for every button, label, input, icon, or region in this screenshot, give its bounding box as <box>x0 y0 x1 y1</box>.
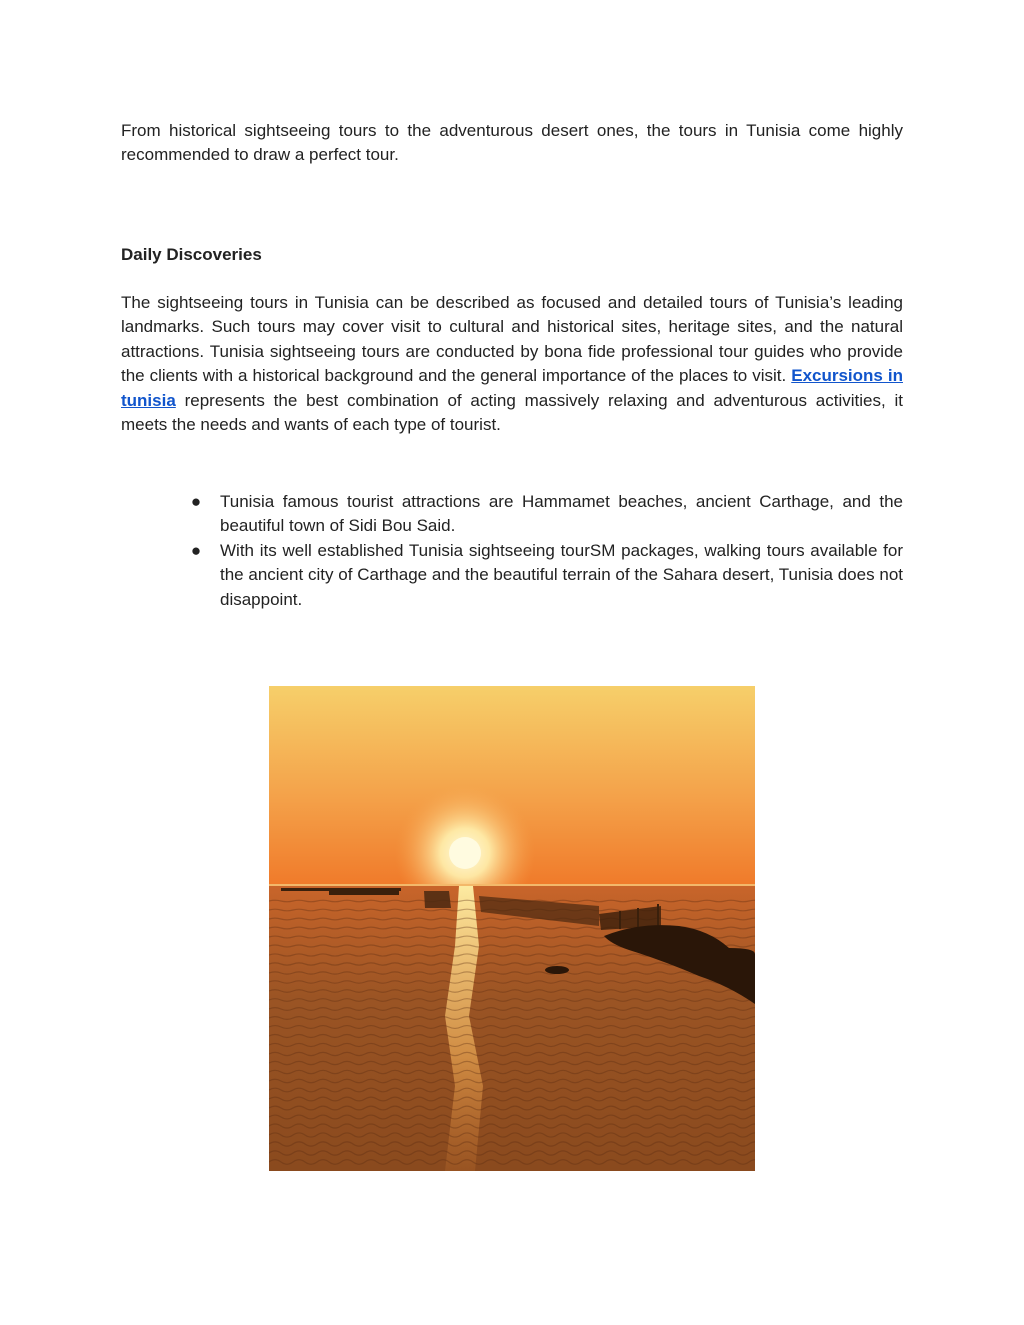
excursions-link[interactable]: Excursions in tunisia <box>121 366 903 410</box>
sunset-photo <box>269 686 755 1171</box>
intro-paragraph: From historical sightseeing tours to the adventurous desert ones, the tours in Tunisia come highly recommended to draw a perfect tour. <box>121 121 903 165</box>
bullet-icon: ● <box>190 492 202 511</box>
daily-discoveries-paragraph <box>121 291 903 437</box>
paragraph-text-before-link: The sightseeing tours in Tunisia can be described as focused and detailed tours of Tunisia’s leading landmarks. Such tours may cover visit to cultural and historical sites, heritage sites, and the natural attractions. Tunisia sightseeing tours are conducted by bona fide professional tour guides who provide the clients with a historical background and the general importance of the places to visit. <box>121 293 903 386</box>
section-heading: Daily Discoveries <box>121 245 262 264</box>
paragraph-text-after-link: represents the best combination of acting massively relaxing and adventurous activities, it meets the needs and wants of each type of tourist. <box>121 390 903 435</box>
sunset-photo-drawing <box>269 686 755 1171</box>
sun <box>449 837 481 869</box>
list-item <box>190 539 903 612</box>
bullet-icon: ● <box>190 540 202 560</box>
bullet-list <box>0 490 1024 612</box>
list-item-text: Tunisia famous tourist attractions are Hammamet beaches, ancient Carthage, and the beautiful town of Sidi Bou Said. <box>220 492 903 536</box>
list-item <box>190 490 903 539</box>
list-item-text: With its well established Tunisia sightseeing tourSM packages, walking tours available for the ancient city of Carthage and the beautiful terrain of the Sahara desert, Tunisia does not disappoint. <box>220 540 903 609</box>
rock <box>545 966 569 974</box>
